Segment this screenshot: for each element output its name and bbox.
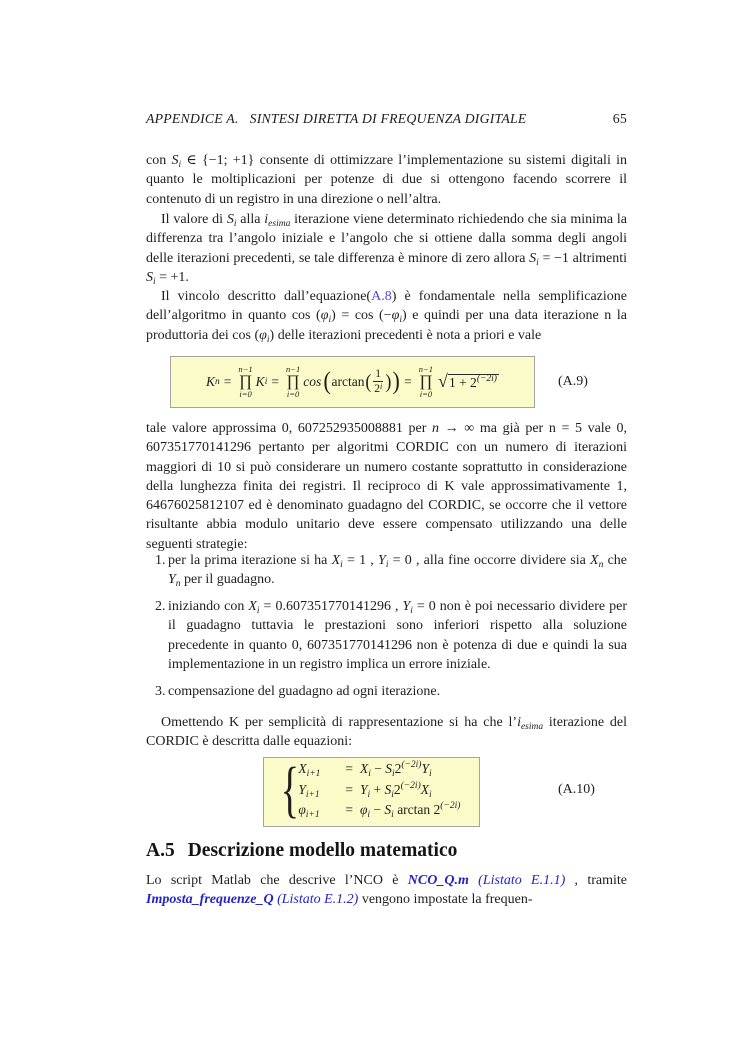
text-segment: iterazione viene determinato richiedendo che sia minima la differenza tra l’angolo iniziale e l’angolo che si ottiene dalla somma degli angoli delle iterazioni precedenti, se tale differenza è minore di zero allora [146,212,627,266]
paragraph-omettendo [146,713,627,752]
text-segment: per la prima iterazione si ha [168,553,332,568]
text-segment: ) e quindi per una data iterazione n la produttoria dei cos ( [146,308,627,343]
text-segment: $X_i$ [248,599,260,617]
text-segment: − [370,761,386,777]
equals-sign: = [345,802,353,818]
list-item [146,682,627,701]
text-segment: = 1 , [342,553,379,568]
text-segment: − [370,802,385,818]
cos-function: cos [303,373,322,389]
arctan-function: arctan [331,373,365,389]
equation-ref-a8[interactable]: A.8 [371,289,392,304]
running-header [146,111,627,127]
text-segment: iniziando con [168,599,249,615]
paragraph-kn-value [146,419,627,554]
text-segment: = +1. [155,269,189,285]
math-ki: K [255,373,265,389]
text-segment: $X_n$ [590,553,604,570]
text-segment: → ∞ ma già per n = 5 vale 0, 607351770141296 pertanto per algoritmi CORDIC con un numero di iterazioni maggiori di 10 si può considerare un numero costante soprattutto in considerazione della lunghezza finita dei registri. Il reciproco di K vale approssimativamente 1, 64676025812107 ed è denominato guadagno del CORDIC, se occorre che il vettore risultante abbia modulo unitario deve essere compensato utilizzando una delle seguenti strategie: [146,421,628,552]
equation-a9-formula: K n = n−1 ∏ i=0 K i = n−1 ∏ i=0 cos ( arctan ( $\frac{1}{2^i}$ ) ) = n−1 ∏ i=0 √ $1 + 2^{(-2i)}$ [206,364,497,400]
product-operator [238,365,252,399]
text-segment: $Y_i$ [421,761,432,780]
row-rhs [360,782,432,798]
row-lhs [298,802,338,821]
text-segment: per il guadagno. [180,572,275,588]
equals-sign: = [345,761,353,777]
text-segment: $\varphi_{i+1}$ [298,802,320,821]
paragraph-matlab-script [146,871,627,910]
open-paren: ( [364,370,371,393]
link-listato-e12[interactable]: (Listato E.1.2) [277,892,359,908]
text-segment: vengono impostate la frequen- [358,892,533,908]
text-segment: $S_i$ [146,269,156,287]
text-segment: con [146,153,172,168]
product-upper-limit: n−1 [238,364,253,375]
section-number: A.5 [146,840,175,861]
text-segment: $S_i$ [171,153,182,170]
product-lower-limit: i=0 [419,389,433,400]
system-row [298,782,460,803]
text-segment: compensazione del guadagno ad ogni iterazione. [168,683,441,699]
row-lhs [298,782,338,798]
section-title: Descrizione modello matematico [187,840,458,861]
text-segment: che [603,553,627,568]
text-segment: $X_{i+1}$ [298,761,321,780]
text-segment: ) delle iterazioni precedenti è nota a priori e vale [269,327,542,343]
text-segment: $i_{esima}$ [264,212,291,229]
text-segment: $Y_i$ [359,781,371,800]
text-segment: Il valore di [161,212,227,227]
product-symbol: ∏ [238,372,253,390]
equals-sign: = [223,373,232,389]
row-rhs [359,801,461,821]
text-segment: $i_{esima}$ [517,715,544,732]
radicand-exponent: (−2i) [476,373,497,384]
square-root [438,370,499,391]
link-nco-q-m[interactable]: NCO_Q.m [407,873,469,888]
text-segment: = 0 , alla fine occorre dividere sia [388,553,591,568]
system-rows [298,761,460,823]
text-segment: $\varphi_i$ [259,327,270,345]
link-imposta-frequenze-q[interactable]: Imposta_frequenze_Q [146,892,274,908]
system-row [298,761,460,782]
text-segment: $2^{(-2i)}$ [394,760,422,777]
system-row [298,802,460,823]
product-upper-limit: n−1 [418,364,434,375]
product-lower-limit: i=0 [286,389,300,400]
paragraph-vincolo [146,287,627,345]
equation-a9-label: (A.9) [558,374,588,389]
text-segment: ) è fondamentale nella semplificazione dell’algoritmo in quanto cos ( [146,289,627,324]
text-segment: $S_i$ [385,761,395,780]
equals-sign: = [404,373,412,389]
text-segment: $2^{(-2i)}$ [393,780,421,797]
paragraph-s-value [146,210,627,287]
text-segment: ∈ {−1; +1} consente di ottimizzare l’implementazione su sistemi digitali in quanto le moltiplicazioni per potenze di due si ottengono facendo scorrere il contenuto di un registro in una direzione o nell’altra. [146,153,627,207]
equation-system: { $X_{i+1}$ = $X_i - S_i2^{(-2i)}Y_i$ $Y_{i+1}$ = $Y_i + S_i2^{(-2i)}X_i$ $\varphi_{i+1}$ = $\varphi_i - S_i$ $\arctan 2^{(-2i)}$ [280,756,461,824]
close-paren: ) [385,370,392,393]
link-listato-e11[interactable]: (Listato E.1.1) [478,873,566,888]
equation-a10 [146,757,627,823]
paragraph-intro [146,151,627,209]
radicand [448,374,499,391]
text-segment: = 0.607351770141296 , [259,599,403,615]
list-item [146,551,627,590]
product-symbol: ∏ [419,372,433,390]
strategies-list [146,551,627,709]
text-segment: $\varphi_i$ [391,308,403,326]
text-segment: Lo script Matlab che descrive l’NCO è [146,873,408,888]
text-segment: = −1 altrimenti [538,250,628,266]
text-segment: $Y_n$ [168,572,181,590]
fraction [373,368,383,396]
den-base: 2 [374,382,380,395]
radical-sign: √ [438,370,448,391]
text-segment: $\arctan 2^{(-2i)}$ [393,801,461,818]
running-header-appendix: APPENDICE A. [146,111,239,126]
text-segment: $X_i$ [420,781,432,800]
product-operator [286,365,300,399]
product-operator [419,365,433,399]
text-segment: $S_i$ [384,781,394,800]
product-upper-limit: n−1 [285,364,301,375]
text-segment: $S_i$ [384,802,394,821]
row-rhs [359,760,432,780]
list-item-number: 3. [155,683,166,699]
text-segment: , tramite [565,873,627,888]
text-segment: Omettendo K per semplicità di rappresentazione si ha che l’ [161,715,518,730]
text-segment: $Y_i$ [402,599,413,617]
text-segment: ) = cos (− [331,308,392,324]
list-item-text [168,553,627,590]
text-segment [469,873,478,888]
product-symbol: ∏ [286,372,300,390]
section-heading [146,840,627,862]
radicand-body: 1 + 2 [448,374,477,390]
equals-sign: = [345,781,353,797]
text-segment: alla [236,212,265,227]
equation-a9 [146,356,627,408]
text-segment: iterazione del CORDIC è descritta dalle equazioni: [146,715,627,750]
open-paren: ( [323,368,332,396]
text-segment: $\varphi_i$ [359,802,371,821]
running-header-title: SINTESI DIRETTA DI FREQUENZA DIGITALE [249,111,527,126]
close-paren: ) [392,368,400,396]
equation-a10-box [263,757,480,827]
text-segment: + [370,781,385,797]
equation-a9-box [170,356,535,408]
text-segment: $S_i$ [529,250,539,268]
text-segment: $X_i$ [359,761,371,780]
list-item-number: 1. [155,553,166,568]
equals-sign: = [271,373,279,389]
header-gap [239,111,250,127]
text-segment: $X_i$ [331,553,343,570]
text-segment: $Y_{i+1}$ [298,781,320,800]
fraction-denominator [373,381,383,396]
den-exponent: i [379,381,383,391]
list-item-text [168,599,627,672]
text-segment: $\varphi_i$ [320,308,332,326]
text-segment: Il vincolo descritto dall’equazione( [161,289,372,304]
math-kn: K [206,373,216,389]
equation-a10-label: (A.10) [558,782,595,797]
fraction-numerator: 1 [375,367,382,380]
text-segment: $Y_i$ [378,553,389,570]
product-lower-limit: i=0 [239,389,252,400]
text-segment: tale valore approssima 0, 607252935008881 per [146,421,433,436]
page-number: 65 [612,111,627,126]
text-segment: = 0 non è poi necessario dividere per il guadagno tuttavia le prestazioni sono inferiori rispetto alla soluzione precedente in quanto 0, 607351770141296 non è potenza di due e quindi la sua implementazione in un registro implica un errore iniziale. [168,599,627,672]
row-lhs [298,761,338,780]
text-segment: n [432,421,440,436]
list-item [146,597,627,674]
list-item-text [168,684,440,699]
list-item-number: 2. [155,599,166,615]
text-segment: $S_i$ [226,212,237,229]
